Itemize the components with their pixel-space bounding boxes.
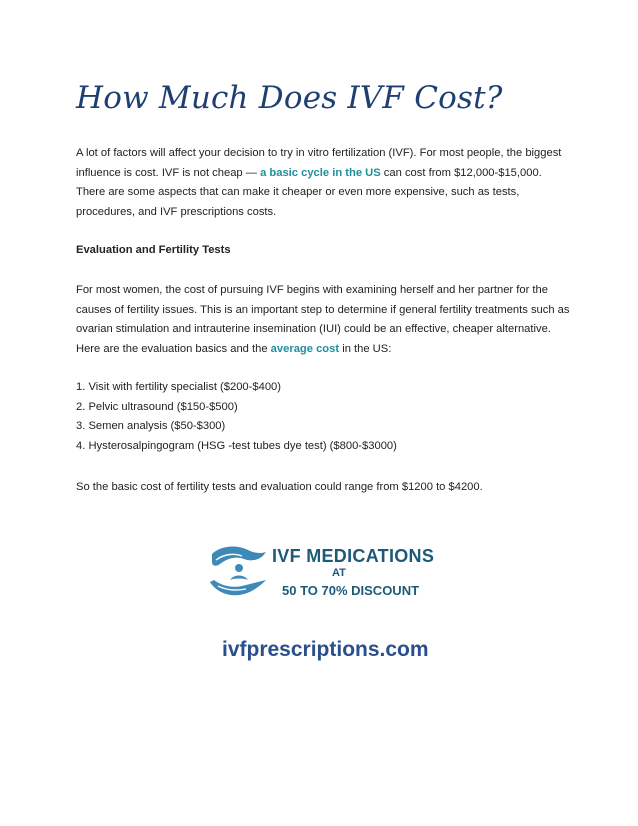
ad-website-link[interactable]: ivfprescriptions.com <box>222 638 429 661</box>
ad-connector: AT <box>332 567 346 579</box>
page-title: How Much Does IVF Cost? <box>76 80 503 116</box>
list-item: 2. Pelvic ultrasound ($150-$500) <box>76 400 238 413</box>
list-item: 3. Semen analysis ($50-$300) <box>76 420 226 432</box>
ad-banner[interactable] <box>206 538 446 608</box>
intro-text-start: A lot of factors will affect your decision to try in vitro fertilization (IVF). For most people, the biggest influence is cost. IVF is not cheap — <box>76 147 562 179</box>
intro-text-end: can cost from $12,000-$15,000. There are some aspects that can make it cheaper or even more expensive, such as tests, procedures, and IVF prescriptions costs. <box>76 166 542 218</box>
ad-discount: 50 TO 70% DISCOUNT <box>282 583 420 598</box>
list-item: 1. Visit with fertility specialist ($200-$400) <box>76 381 281 393</box>
summary-paragraph: So the basic cost of fertility tests and evaluation could range from $1200 to $4200. <box>76 481 483 493</box>
intro-paragraph <box>76 144 570 222</box>
average-cost-link[interactable]: average cost <box>270 342 340 355</box>
evaluation-text-start: For most women, the cost of pursuing IVF begins with examining herself and her partner for the causes of fertility issues. This is an important step to determine if general fertility treatments such as ovarian stimulation and intrauterine insemination (IUI) could be an effective, cheaper alternative. Here are the evaluation basics and the <box>76 284 570 355</box>
ad-headline: IVF MEDICATIONS <box>272 546 435 566</box>
section-heading: Evaluation and Fertility Tests <box>76 244 231 256</box>
tests-list <box>76 378 397 456</box>
evaluation-text-end: in the US: <box>339 342 392 355</box>
basic-cycle-link[interactable]: a basic cycle in the US <box>260 166 381 179</box>
hands-holding-icon <box>206 540 270 602</box>
evaluation-paragraph <box>76 281 570 359</box>
list-item: 4. Hysterosalpingogram (HSG -test tubes dye test) ($800-$3000) <box>76 439 397 452</box>
